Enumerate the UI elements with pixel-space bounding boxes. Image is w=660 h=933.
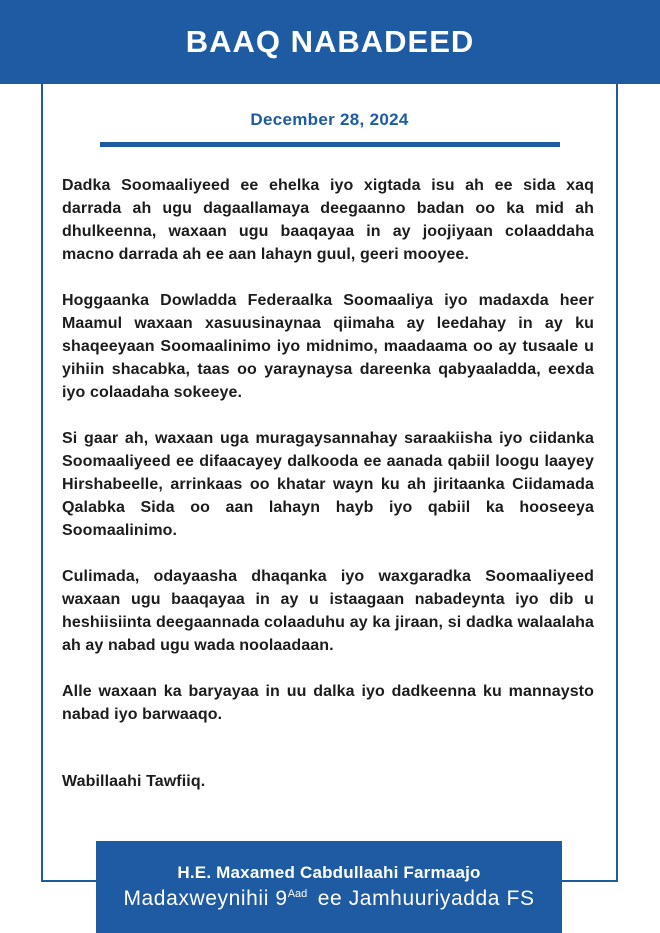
signatory-title-prefix: Madaxweynihii 9 xyxy=(123,887,288,910)
paragraph-2: Hoggaanka Dowladda Federaalka Soomaaliya iyo madaxda heer Maamul waxaan xasuusinaynaa qiimaha ay leedahay in ay ku shaqeeyaan Soomaalinimo iyo midnimo, maadaama oo ay tusaale u yihiin shacabka, taas oo yaraynaysa dareenka qabyaaladda, eexda iyo colaadaha sokeeye. xyxy=(62,292,594,401)
letter-date: December 28, 2024 xyxy=(250,110,409,129)
top-banner xyxy=(0,0,660,84)
paragraph-5: Alle waxaan ka baryayaa in uu dalka iyo dadkeenna ku mannaysto nabad iyo barwaaqo. xyxy=(62,683,594,723)
letter-paragraphs xyxy=(43,147,616,793)
paragraph-3: Si gaar ah, waxaan uga muragaysannahay saraakiisha iyo ciidanka Soomaaliyeed ee difaacayey dalkooda ee aanada qabiil loogu laayey Hirshabeelle, arrinkaas oo khatar wayn ku ah jiritaanka Ciidamada Qalabka Sida oo aan lahayn hayb iyo qabiil ka hooseeya Soomaalinimo. xyxy=(62,430,594,539)
paragraph-4: Culimada, odayaasha dhaqanka iyo waxgaradka Soomaaliyeed waxaan ugu baaqayaa in ay u istaagaan nabadeynta iyo dib u heshiisiinta deegaannada colaaduhu ay ka jiraan, si dadka walaalaha ah ay nabad ugu wada noolaadaan. xyxy=(62,568,594,654)
page-title: BAAQ NABADEED xyxy=(185,24,475,59)
letter-body xyxy=(41,84,618,882)
signatory-title-ordinal-superscript: Aad xyxy=(287,888,308,900)
closing-line: Wabillaahi Tawfiiq. xyxy=(62,773,206,790)
signatory-title-suffix: ee Jamhuuriyadda FS xyxy=(311,887,535,910)
signatory-name: H.E. Maxamed Cabdullaahi Farmaajo xyxy=(177,863,481,882)
signatory-title xyxy=(123,887,534,911)
paragraph-1: Dadka Soomaaliyeed ee ehelka iyo xigtada isu ah ee sida xaq darrada ah ugu dagaallamaya deegaanno badan oo ka mid ah dhulkeenna, waxaan ugu baaqayaa in ay joojiyaan colaaddaha macno darrada ah ee aan lahayn guul, geeri mooyee. xyxy=(62,177,594,263)
signature-banner xyxy=(96,841,562,933)
